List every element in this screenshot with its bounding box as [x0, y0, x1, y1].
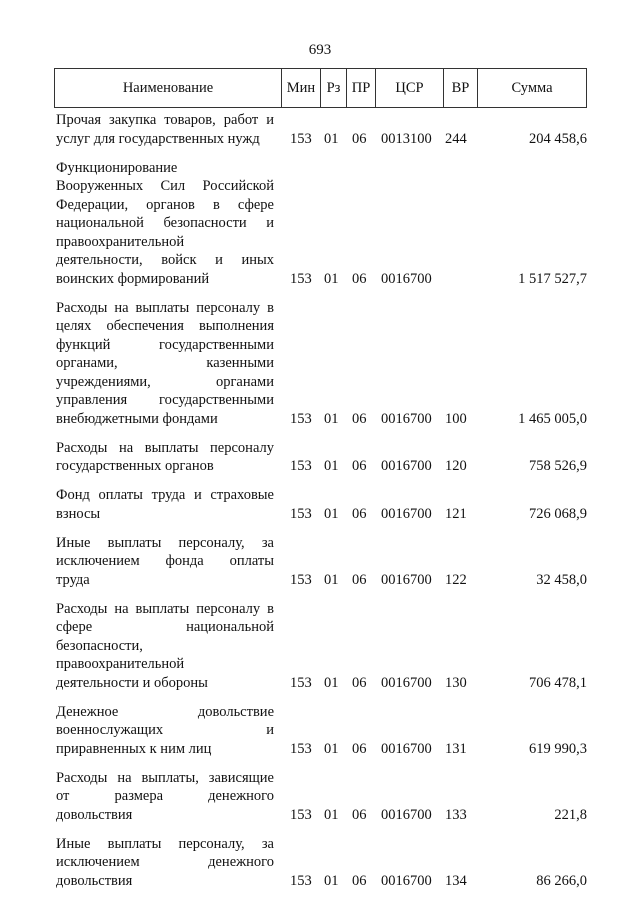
cell-rz: 01	[324, 872, 339, 889]
cell-min: 153	[290, 458, 312, 474]
cell-sum: 1 465 005,0	[518, 410, 587, 427]
cell-pr: 06	[352, 872, 367, 889]
cell-sum: 726 068,9	[529, 505, 587, 522]
cell-sum: 86 266,0	[536, 872, 587, 889]
header-name: Наименование	[122, 79, 214, 96]
name-line: Функционирование	[56, 159, 178, 176]
cell-pr: 06	[352, 674, 367, 691]
name-line: Федерации, органов в сфере	[56, 196, 274, 213]
cell-csr: 0013100	[381, 130, 432, 147]
header-sum: Сумма	[477, 69, 586, 107]
table-row	[56, 299, 587, 429]
cell-min: 153	[290, 270, 312, 287]
name-line: приравненных к ним лиц	[56, 740, 212, 757]
cell-min: 153	[290, 740, 312, 757]
name-line: органами, казенными	[56, 355, 274, 371]
name-line: целях обеспечения выполнения	[56, 318, 274, 334]
name-line: внебюджетными фондами	[56, 410, 218, 427]
name-line: исключением фонда оплаты	[56, 553, 274, 569]
row-codes	[56, 872, 587, 891]
cell-sum: 758 526,9	[529, 458, 587, 474]
table-row	[56, 703, 587, 759]
cell-vr: 134	[445, 872, 467, 889]
cell-sum: 221,8	[554, 806, 587, 823]
cell-vr: 121	[445, 505, 467, 522]
cell-pr: 06	[352, 410, 367, 427]
cell-pr: 06	[352, 740, 367, 757]
table-row	[56, 111, 587, 148]
cell-pr: 06	[352, 458, 367, 474]
cell-min: 153	[290, 872, 312, 889]
table-row	[56, 769, 587, 825]
name-line: Прочая закупка товаров, работ и	[56, 112, 274, 128]
cell-csr: 0016700	[381, 571, 432, 588]
row-codes	[56, 740, 587, 759]
cell-rz: 01	[324, 505, 339, 522]
name-line: Вооруженных Сил Российской	[56, 178, 274, 194]
cell-pr: 06	[352, 505, 367, 522]
name-line: сфере национальной	[56, 619, 274, 635]
cell-rz: 01	[324, 410, 339, 427]
cell-min: 153	[290, 571, 312, 588]
name-line: Расходы на выплаты персоналу в	[56, 299, 274, 316]
cell-vr: 122	[445, 571, 467, 588]
cell-csr: 0016700	[381, 806, 432, 823]
cell-csr: 0016700	[381, 872, 432, 889]
name-line: довольствия	[56, 806, 133, 823]
cell-sum: 1 517 527,7	[518, 270, 587, 287]
table-row	[56, 534, 587, 590]
table-header	[54, 68, 587, 108]
cell-vr: 130	[445, 674, 467, 691]
name-line: услуг для государственных нужд	[56, 130, 260, 147]
name-line: Фонд оплаты труда и страховые	[56, 487, 274, 503]
name-line: Иные выплаты персоналу, за	[56, 835, 274, 852]
cell-csr: 0016700	[381, 458, 432, 474]
cell-min: 153	[290, 130, 312, 147]
cell-csr: 0016700	[381, 674, 432, 691]
name-line: учреждениями, органами	[56, 373, 274, 390]
name-line: воинских формирований	[56, 270, 210, 287]
header-vr: ВР	[443, 69, 477, 107]
name-line: Денежное довольствие	[56, 703, 274, 720]
cell-sum: 32 458,0	[536, 571, 587, 588]
name-line: военнослужащих и	[56, 722, 274, 738]
cell-min: 153	[290, 674, 312, 691]
cell-rz: 01	[324, 571, 339, 588]
header-rz: Рз	[320, 69, 346, 107]
name-line: функций государственными	[56, 336, 274, 353]
cell-pr: 06	[352, 806, 367, 823]
header-csr: ЦСР	[375, 69, 443, 107]
row-codes	[56, 505, 587, 524]
cell-min: 153	[290, 505, 312, 522]
cell-sum: 204 458,6	[529, 130, 587, 147]
cell-csr: 0016700	[381, 270, 432, 287]
cell-sum: 619 990,3	[529, 740, 587, 757]
cell-pr: 06	[352, 130, 367, 147]
name-line: труда	[56, 571, 90, 588]
cell-rz: 01	[324, 806, 339, 823]
name-line: деятельности, войск и иных	[56, 252, 274, 268]
row-codes	[56, 270, 587, 289]
cell-csr: 0016700	[381, 410, 432, 427]
name-line: Расходы на выплаты, зависящие	[56, 769, 274, 786]
name-line: Иные выплаты персоналу, за	[56, 534, 274, 551]
cell-vr: 100	[445, 410, 467, 427]
cell-min: 153	[290, 806, 312, 823]
cell-rz: 01	[324, 270, 339, 287]
cell-vr: 120	[445, 458, 467, 474]
name-line: правоохранительной	[56, 233, 185, 250]
cell-vr: 244	[445, 130, 467, 147]
cell-csr: 0016700	[381, 505, 432, 522]
row-codes	[56, 130, 587, 149]
cell-rz: 01	[324, 458, 339, 474]
cell-pr: 06	[352, 571, 367, 588]
cell-vr: 133	[445, 806, 467, 823]
name-line: Расходы на выплаты персоналу	[56, 439, 274, 456]
table-row	[56, 439, 587, 476]
name-line: безопасности,	[56, 637, 143, 654]
name-line: довольствия	[56, 872, 133, 889]
page-number: 693	[308, 42, 332, 58]
name-line: управления государственными	[56, 392, 274, 408]
header-pr: ПР	[346, 69, 375, 107]
name-line: государственных органов	[56, 458, 214, 474]
cell-vr: 131	[445, 740, 467, 757]
name-line: Расходы на выплаты персоналу в	[56, 600, 274, 617]
cell-min: 153	[290, 410, 312, 427]
name-line: исключением денежного	[56, 854, 274, 870]
name-line: деятельности и обороны	[56, 674, 208, 691]
row-codes	[56, 457, 587, 476]
name-line: от размера денежного	[56, 788, 274, 804]
name-line: взносы	[56, 505, 101, 522]
table-body	[56, 111, 587, 901]
cell-pr: 06	[352, 270, 367, 287]
cell-rz: 01	[324, 674, 339, 691]
table-row	[56, 159, 587, 289]
cell-csr: 0016700	[381, 740, 432, 757]
cell-rz: 01	[324, 740, 339, 757]
name-line: правоохранительной	[56, 656, 185, 672]
cell-rz: 01	[324, 130, 339, 147]
table-row	[56, 835, 587, 891]
row-codes	[56, 674, 587, 693]
row-codes	[56, 571, 587, 590]
name-line: национальной безопасности и	[56, 215, 274, 231]
cell-sum: 706 478,1	[529, 674, 587, 691]
header-min: Мин	[281, 69, 320, 107]
table-row	[56, 600, 587, 693]
table-row	[56, 486, 587, 523]
row-codes	[56, 410, 587, 429]
row-codes	[56, 806, 587, 825]
